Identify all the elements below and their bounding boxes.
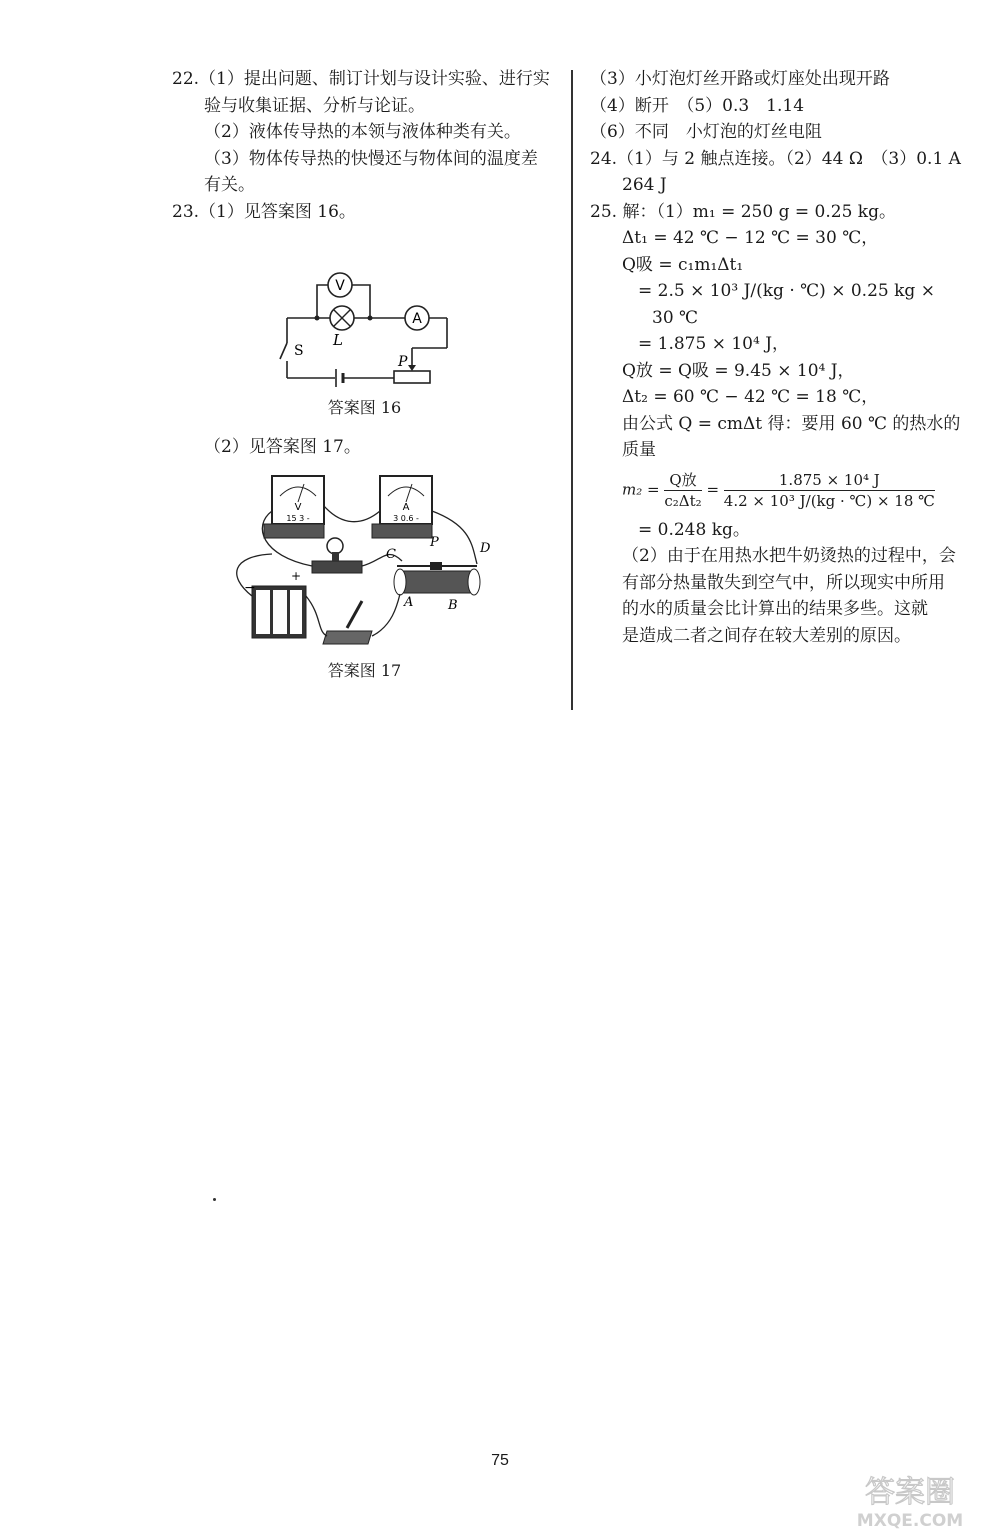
ammeter-scale: 3 0.6 - xyxy=(393,514,419,523)
r-line-2: （4）断开 （5）0.3 1.14 xyxy=(590,95,805,116)
q25-line-14: 的水的质量会比计算出的结果多些。这就 xyxy=(622,599,928,619)
watermark-top: 答案圈 xyxy=(865,1475,955,1510)
q25-line-9: 由公式 Q = cmΔt 得：要用 60 ℃ 的热水的 xyxy=(622,413,961,434)
right-column xyxy=(590,66,975,649)
figure-16-caption: 答案图 16 xyxy=(327,398,402,417)
page-number: 75 xyxy=(491,1452,509,1469)
q22-line-2: 验与收集证据、分析与论证。 xyxy=(204,95,425,116)
m2-eq: = xyxy=(706,480,720,498)
terminal-b: B xyxy=(448,598,458,613)
q24-line-2: 264 J xyxy=(622,175,667,195)
slider-label: P xyxy=(398,354,408,370)
q25-line-13: 有部分热量散失到空气中，所以现实中所用 xyxy=(622,572,945,593)
column-divider xyxy=(571,70,573,710)
m2-lhs: m₂ = xyxy=(622,480,660,498)
rheostat-icon xyxy=(394,562,480,595)
terminal-c: C xyxy=(386,547,396,562)
r-line-1: （3）小灯泡灯丝开路或灯座处出现开路 xyxy=(590,69,890,89)
figure-17 xyxy=(172,466,557,685)
terminal-a: A xyxy=(404,595,414,610)
q25-line-10: 质量 xyxy=(622,440,656,460)
m2-formula xyxy=(590,470,975,511)
ammeter-a: A xyxy=(402,502,410,513)
q25-line-2: Δt₁ = 42 ℃ − 12 ℃ = 30 ℃， xyxy=(622,228,879,248)
q25-line-11: = 0.248 kg。 xyxy=(638,519,750,540)
r-line-3: （6）不同 小灯泡的灯丝电阻 xyxy=(590,122,822,142)
q25-line-6: = 1.875 × 10⁴ J， xyxy=(638,334,790,354)
watermark-logo xyxy=(835,1470,985,1532)
voltmeter-scale: 15 3 - xyxy=(286,514,310,523)
battery-minus: − xyxy=(244,580,256,596)
m2-f2-num: 1.875 × 10⁴ J xyxy=(724,470,935,491)
lamp-label: L xyxy=(333,331,343,349)
q22-line-3: （2）液体传导热的本领与液体种类有关。 xyxy=(204,122,521,142)
m2-f2-den: 4.2 × 10³ J/(kg · ℃) × 18 ℃ xyxy=(723,491,935,510)
switch-icon xyxy=(323,601,372,644)
m2-f1-num: Q放 xyxy=(664,470,701,491)
battery-plus: + xyxy=(291,569,302,583)
circuit-photo-17 xyxy=(172,466,557,656)
q25-line-7: Q放 = Q吸 = 9.45 × 10⁴ J， xyxy=(622,360,855,381)
q23-line-2: （2）见答案图 17。 xyxy=(204,436,361,457)
circuit-diagram-16 xyxy=(172,243,557,393)
ammeter-label: A xyxy=(412,311,422,327)
figure-16 xyxy=(172,243,557,422)
q22-line-4: （3）物体传导热的快慢还与物体间的温度差 xyxy=(204,148,538,169)
q25-line-15: 是造成二者之间存在较大差别的原因。 xyxy=(622,625,911,646)
q25-line-1: 25. 解：（1）m₁ = 250 g = 0.25 kg。 xyxy=(590,201,896,222)
left-column xyxy=(172,66,557,685)
q24-line-1: 24.（1）与 2 触点连接。（2）44 Ω （3）0.1 A xyxy=(590,148,961,169)
q25-line-5: 30 ℃ xyxy=(652,307,699,328)
voltmeter-v: V xyxy=(294,502,302,513)
voltmeter-label: V xyxy=(335,278,345,294)
terminal-d: D xyxy=(480,541,491,556)
watermark-bottom: MXQE.COM xyxy=(856,1511,964,1531)
q25-line-4: = 2.5 × 10³ J/(kg · ℃) × 0.25 kg × xyxy=(638,281,935,301)
q25-line-12: （2）由于在用热水把牛奶烫热的过程中，会 xyxy=(622,546,956,566)
q25-line-3: Q吸 = c₁m₁Δt₁ xyxy=(622,254,744,275)
q22-line-1: 22.（1）提出问题、制订计划与设计实验、进行实 xyxy=(172,69,550,89)
m2-fraction-2 xyxy=(724,470,935,511)
m2-fraction-1 xyxy=(664,470,701,511)
stray-dot xyxy=(213,1198,216,1201)
terminal-p: P xyxy=(430,535,439,550)
bulb-icon xyxy=(312,538,362,573)
q25-line-8: Δt₂ = 60 ℃ − 42 ℃ = 18 ℃， xyxy=(622,387,879,407)
m2-f1-den: c₂Δt₂ xyxy=(664,491,702,510)
figure-17-caption: 答案图 17 xyxy=(327,661,402,680)
battery-icon xyxy=(252,586,306,638)
switch-label: S xyxy=(294,343,304,359)
q23-line-1: 23.（1）见答案图 16。 xyxy=(172,201,356,222)
q22-line-5: 有关。 xyxy=(204,175,255,195)
